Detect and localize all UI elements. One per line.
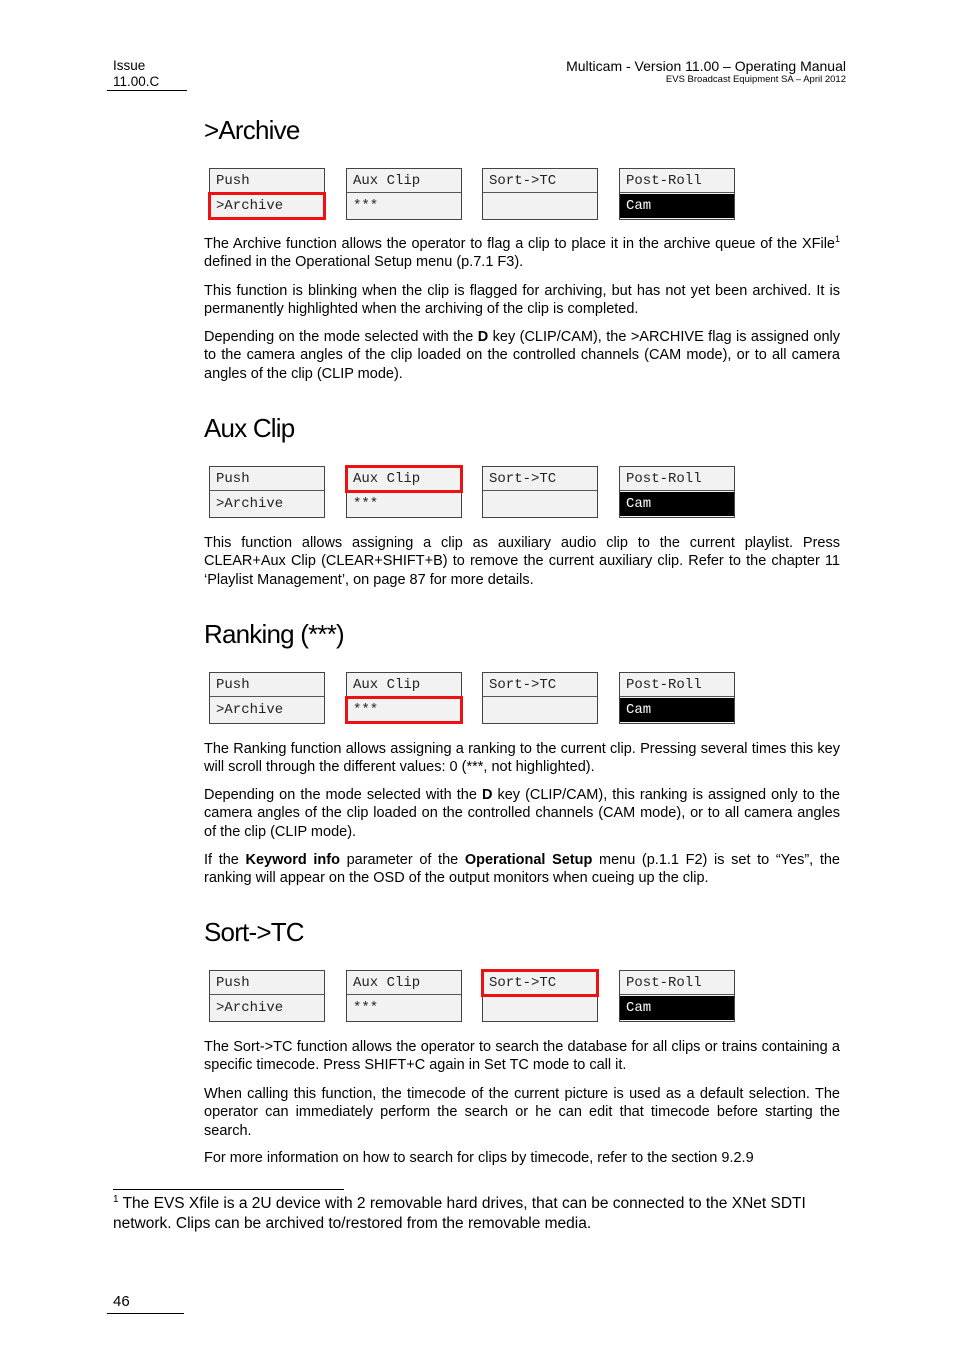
header-issue: [113, 58, 159, 90]
key-aux-clip-ranking: [346, 672, 462, 724]
key-label: Aux Clip: [347, 971, 461, 995]
key-label: Post-Roll: [620, 673, 734, 697]
key-sort-tc: [482, 970, 598, 1022]
key-label: Cam: [620, 996, 734, 1020]
key-label: >Archive: [216, 1000, 284, 1016]
header-manual: [566, 58, 846, 85]
ranking-paragraph-1: The Ranking function allows assigning a ranking to the current clip. Pressing several times this key will scroll through the different values: 0 (***, not highlighted).: [204, 741, 840, 776]
footnote-mark: 1: [113, 1193, 119, 1205]
archive-paragraph-3: Depending on the mode selected with the D key (CLIP/CAM), the >ARCHIVE flag is assigned only to the camera angles of the clip loaded on the controlled channels (CAM mode), or to all camera angles of the clip (CLIP mode).: [204, 329, 840, 382]
key-label: Sort->TC: [483, 169, 597, 193]
key-label: Cam: [620, 492, 734, 516]
key-sort-tc: [482, 466, 598, 518]
key-label: [483, 996, 597, 1020]
key-sort-tc: [482, 168, 598, 220]
key-label: Aux Clip: [347, 673, 461, 697]
key-label: Sort->TC: [483, 467, 597, 491]
footnote-ref: 1: [834, 234, 840, 245]
key-label: ***: [353, 198, 379, 214]
key-label: Sort->TC: [483, 673, 597, 697]
page-number: 46: [113, 1293, 130, 1310]
key-label: Post-Roll: [620, 169, 734, 193]
key-label: Push: [210, 467, 324, 491]
header-divider: [107, 90, 187, 91]
ranking-paragraph-3: If the Keyword info parameter of the Operational Setup menu (p.1.1 F2) is set to “Yes”, the ranking will appear on the OSD of the output monitors when cueing up the clip.: [204, 852, 840, 887]
key-label: Push: [210, 673, 324, 697]
key-label: Aux Clip: [347, 169, 461, 193]
key-post-roll-cam: [619, 672, 735, 724]
key-label-highlighted: Aux Clip: [347, 467, 461, 491]
key-post-roll-cam: [619, 970, 735, 1022]
key-push-archive: [209, 672, 325, 724]
footnote-divider: [113, 1189, 344, 1190]
key-post-roll-cam: [619, 168, 735, 220]
key-sort-tc: [482, 672, 598, 724]
key-post-roll-cam: [619, 466, 735, 518]
key-label: [483, 698, 597, 722]
key-label-highlighted: >Archive: [210, 194, 324, 218]
key-label: Post-Roll: [620, 467, 734, 491]
key-panel-sort-tc: [209, 970, 739, 1024]
key-label: Cam: [620, 194, 734, 218]
archive-paragraph-2: This function is blinking when the clip is flagged for archiving, but has not yet been archived. It is permanently highlighted when the archiving of the clip is completed.: [204, 283, 840, 318]
section-title-archive: >Archive: [204, 115, 300, 145]
key-label-highlighted: Sort->TC: [483, 971, 597, 995]
section-title-aux-clip: Aux Clip: [204, 413, 295, 443]
manual-title: Multicam - Version 11.00 – Operating Manual: [566, 58, 846, 74]
key-label: Cam: [620, 698, 734, 722]
sort-tc-paragraph-2: When calling this function, the timecode of the current picture is used as a default selection. The operator can immediately perform the search or he can edit that timecode before starting the search.: [204, 1086, 840, 1139]
key-label: Push: [210, 169, 324, 193]
issue-number: 11.00.C: [113, 74, 160, 89]
sort-tc-paragraph-1: The Sort->TC function allows the operator to search the database for all clips or trains containing a specific timecode. Press SHIFT+C again in Set TC mode to call it.: [204, 1039, 840, 1074]
key-push-archive: [209, 970, 325, 1022]
key-label: Post-Roll: [620, 971, 734, 995]
key-label: >Archive: [216, 496, 284, 512]
key-aux-clip-ranking: [346, 168, 462, 220]
key-label: ***: [353, 1000, 379, 1016]
manual-subtitle: EVS Broadcast Equipment SA – April 2012: [665, 74, 846, 85]
key-panel-archive: [209, 168, 739, 222]
ranking-paragraph-2: Depending on the mode selected with the D key (CLIP/CAM), this ranking is assigned only to the camera angles of the clip loaded on the controlled channels (CAM mode), or to all camera angles of the clip (CLIP mode).: [204, 787, 840, 840]
key-label: Push: [210, 971, 324, 995]
key-push-archive: [209, 466, 325, 518]
page-number-divider: [107, 1313, 184, 1314]
key-panel-ranking: [209, 672, 739, 726]
footnote: $^1$ The EVS Xfile is a 2U device with 2 removable hard drives, that can be connected to the XNet SDTI network. Clips can be archived to/restored from the removable media.: [113, 1193, 806, 1232]
key-label: [483, 492, 597, 516]
key-label: >Archive: [216, 702, 284, 718]
sort-tc-paragraph-3: For more information on how to search for clips by timecode, refer to the section 9.2.9: [204, 1150, 754, 1166]
archive-paragraph-1: The Archive function allows the operator to flag a clip to place it in the archive queue of the XFile$^1$ defined in the Operational Setup menu (p.7.1 F3).: [204, 234, 840, 271]
key-push-archive: [209, 168, 325, 220]
key-panel-aux-clip: [209, 466, 739, 520]
section-title-sort-tc: Sort->TC: [204, 917, 304, 947]
key-label: ***: [353, 496, 379, 512]
key-label-highlighted: ***: [347, 698, 461, 722]
key-label: [483, 194, 597, 218]
aux-clip-paragraph-1: This function allows assigning a clip as auxiliary audio clip to the current playlist. Press CLEAR+Aux Clip (CLEAR+SHIFT+B) to remove the current auxiliary clip. Refer to the chapter 11 ‘Playlist Management’, on page 87 for more details.: [204, 535, 840, 588]
key-aux-clip-ranking: [346, 970, 462, 1022]
key-aux-clip-ranking: [346, 466, 462, 518]
issue-label: Issue: [113, 58, 146, 73]
section-title-ranking: Ranking (***): [204, 619, 344, 649]
